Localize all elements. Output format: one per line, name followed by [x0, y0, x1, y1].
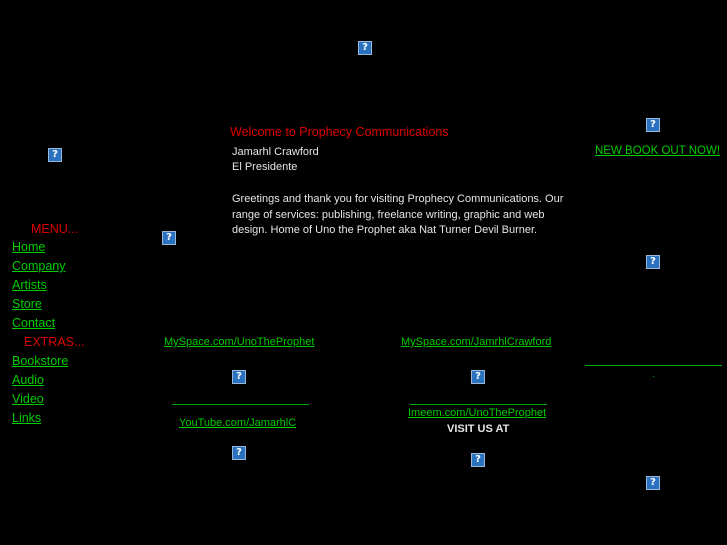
divider [172, 404, 309, 405]
menu-item-audio[interactable]: Audio [12, 373, 44, 387]
menu-heading: MENU... [31, 222, 79, 236]
visit-us-label: VISIT US AT [447, 423, 510, 435]
menu-item-home[interactable]: Home [12, 240, 46, 254]
author-name: Jamarhl Crawford [232, 146, 319, 158]
divider [410, 404, 547, 405]
imeem-link[interactable]: Imeem.com/UnoTheProphet [408, 407, 547, 419]
author-role: El Presidente [232, 161, 298, 173]
extras-heading: EXTRAS... [24, 335, 85, 349]
broken-image-icon [471, 453, 485, 467]
intro-paragraph: Greetings and thank you for visiting Prophecy Communications. Our range of services: publishing, freelance writing, graphic and web design. Home of Uno the Prophet aka Nat Turner Devil Burner. [232, 193, 564, 236]
broken-image-icon [162, 231, 176, 245]
broken-image-icon [232, 446, 246, 460]
dot [653, 376, 654, 377]
youtube-link[interactable]: YouTube.com/JamarhlC [179, 417, 297, 429]
myspace-jamrhl-link[interactable]: MySpace.com/JamrhlCrawford [401, 336, 552, 348]
menu-item-bookstore[interactable]: Bookstore [12, 354, 69, 368]
broken-image-icon [646, 476, 660, 490]
broken-image-icon [358, 41, 372, 55]
divider [585, 365, 722, 366]
menu-item-company[interactable]: Company [12, 259, 66, 273]
menu-item-contact[interactable]: Contact [12, 316, 56, 330]
broken-image-icon [646, 255, 660, 269]
menu-item-artists[interactable]: Artists [12, 278, 47, 292]
broken-image-icon [471, 370, 485, 384]
broken-image-icon [48, 148, 62, 162]
menu-item-links[interactable]: Links [12, 411, 42, 425]
menu-item-store[interactable]: Store [12, 297, 42, 311]
menu-item-video[interactable]: Video [12, 392, 44, 406]
broken-image-icon [646, 118, 660, 132]
myspace-uno-link[interactable]: MySpace.com/UnoTheProphet [164, 336, 315, 348]
broken-image-icon [232, 370, 246, 384]
page-title: Welcome to Prophecy Communications [230, 125, 449, 139]
new-book-link[interactable]: NEW BOOK OUT NOW! [595, 145, 721, 157]
